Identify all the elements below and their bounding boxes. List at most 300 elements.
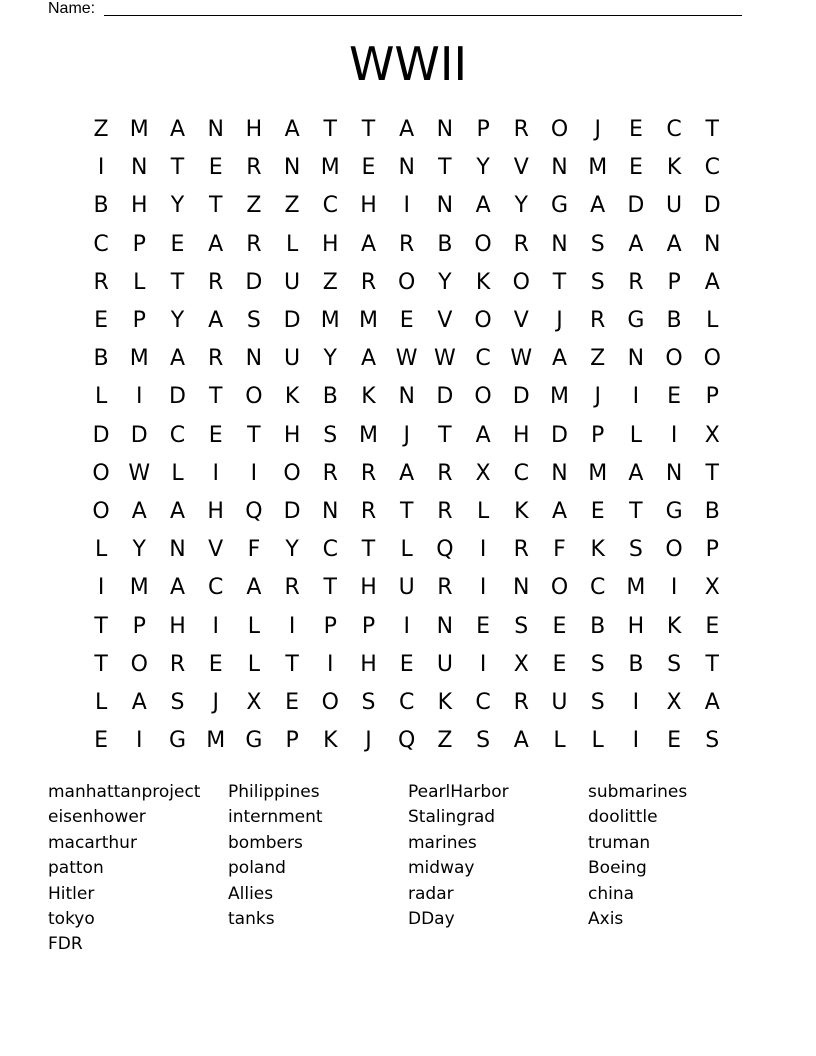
grid-letter: L	[171, 460, 184, 486]
grid-letter: O	[703, 346, 721, 372]
grid-letter: M	[129, 346, 149, 372]
grid-letter: H	[245, 117, 263, 142]
grid-letter: M	[320, 308, 340, 333]
grid-letter: S	[705, 728, 720, 754]
word-list-item: eisenhower	[48, 807, 146, 828]
grid-letter: A	[475, 193, 491, 219]
grid-letter: C	[169, 422, 186, 448]
grid-letter: H	[627, 613, 645, 639]
grid-letter: U	[398, 575, 415, 601]
grid-letter: P	[361, 613, 376, 639]
grid-letter: X	[666, 690, 682, 715]
grid-letter: N	[551, 155, 568, 181]
grid-letter: T	[629, 499, 643, 524]
grid-letter: B	[628, 651, 644, 677]
word-list-item: truman	[588, 832, 651, 853]
grid-letter: M	[549, 384, 569, 410]
word-list-item: midway	[408, 858, 475, 879]
grid-letter: C	[322, 193, 338, 219]
grid-letter: T	[552, 269, 567, 295]
grid-letter: I	[212, 613, 219, 639]
grid-letter: B	[93, 193, 109, 219]
grid-letter: R	[169, 651, 186, 677]
grid-letter: B	[704, 499, 720, 524]
grid-letter: M	[626, 575, 646, 601]
grid-letter: T	[361, 117, 376, 142]
grid-letter: V	[437, 308, 453, 333]
grid-letter: M	[206, 728, 226, 754]
grid-letter: N	[551, 231, 568, 257]
grid-letter: R	[590, 308, 606, 333]
grid-letter: I	[479, 651, 487, 677]
grid-letter: K	[323, 728, 338, 754]
grid-letter: I	[97, 575, 105, 601]
grid-letter: E	[705, 613, 720, 639]
grid-letter: I	[250, 460, 258, 486]
grid-letter: I	[670, 575, 678, 601]
grid-letter: A	[475, 422, 491, 448]
grid-letter: I	[403, 193, 410, 219]
grid-letter: A	[666, 231, 682, 257]
grid-letter: R	[246, 155, 262, 181]
grid-letter: S	[590, 269, 605, 295]
grid-letter: H	[322, 231, 339, 257]
grid-letter: M	[129, 117, 149, 142]
grid-letter: F	[247, 537, 261, 563]
grid-letter: H	[513, 422, 530, 448]
grid-letter: S	[361, 690, 376, 715]
grid-letter: Q	[245, 499, 263, 524]
grid-letter: E	[170, 231, 185, 257]
grid-letter: F	[553, 537, 566, 563]
grid-letter: O	[92, 460, 110, 486]
letter-grid	[82, 111, 732, 761]
grid-letter: C	[93, 231, 109, 257]
grid-letter: G	[168, 728, 187, 754]
grid-letter: S	[514, 613, 529, 639]
grid-letter: U	[666, 193, 683, 219]
grid-letter: R	[513, 231, 529, 257]
grid-letter: T	[705, 117, 719, 142]
grid-letter: G	[627, 308, 645, 333]
grid-letter: E	[94, 308, 109, 333]
grid-letter: H	[283, 422, 301, 448]
grid-letter: U	[436, 651, 453, 677]
grid-letter: Z	[437, 728, 453, 754]
grid-letter: W	[128, 460, 151, 486]
grid-letter: N	[551, 460, 568, 486]
grid-letter: H	[360, 651, 377, 677]
grid-letter: A	[513, 728, 529, 754]
grid-letter: O	[130, 651, 148, 677]
grid-letter: O	[512, 269, 530, 295]
grid-letter: A	[704, 269, 720, 295]
grid-letter: E	[628, 117, 643, 142]
grid-letter: I	[136, 728, 143, 754]
grid-letter: O	[398, 269, 416, 295]
grid-letter: U	[284, 346, 301, 372]
grid-letter: J	[212, 690, 219, 715]
grid-letter: G	[550, 193, 569, 219]
grid-letter: E	[552, 613, 567, 639]
grid-letter: Z	[590, 346, 606, 372]
grid-letter: A	[704, 690, 720, 715]
grid-letter: C	[513, 460, 529, 486]
word-list-item: Boeing	[588, 858, 647, 879]
grid-letter: A	[169, 117, 186, 142]
grid-letter: V	[208, 537, 224, 563]
grid-letter: C	[322, 537, 338, 563]
grid-letter: A	[169, 499, 186, 524]
word-list-item: Stalingrad	[408, 807, 496, 828]
grid-letter: T	[170, 155, 185, 181]
grid-letter: E	[399, 308, 414, 333]
grid-letter: N	[627, 346, 645, 372]
grid-letter: O	[474, 308, 492, 333]
grid-letter: D	[551, 422, 568, 448]
grid-letter: K	[284, 384, 300, 410]
grid-letter: N	[322, 499, 339, 524]
grid-letter: S	[476, 728, 491, 754]
grid-letter: R	[513, 537, 529, 563]
grid-letter: Y	[514, 193, 528, 219]
word-list-item: patton	[48, 858, 104, 879]
grid-letter: D	[130, 422, 148, 448]
grid-letter: E	[285, 690, 300, 715]
grid-letter: K	[666, 155, 682, 181]
grid-letter: T	[208, 384, 223, 410]
grid-letter: E	[208, 651, 223, 677]
grid-letter: H	[169, 613, 186, 639]
grid-letter: E	[667, 384, 682, 410]
grid-letter: M	[358, 422, 378, 448]
grid-letter: Y	[323, 346, 337, 372]
grid-letter: P	[705, 384, 719, 410]
grid-letter: A	[131, 690, 147, 715]
grid-letter: Y	[170, 193, 185, 219]
grid-letter: T	[170, 269, 185, 295]
grid-letter: A	[246, 575, 262, 601]
name-underline	[104, 15, 742, 16]
grid-letter: L	[591, 728, 604, 754]
grid-letter: B	[437, 231, 453, 257]
grid-letter: C	[208, 575, 224, 601]
word-list-item: Hitler	[48, 883, 95, 904]
grid-letter: Z	[246, 193, 262, 219]
grid-letter: N	[436, 117, 454, 142]
grid-letter: C	[666, 117, 682, 142]
grid-letter: A	[590, 193, 606, 219]
grid-letter: L	[94, 384, 108, 410]
grid-letter: R	[437, 499, 453, 524]
grid-letter: R	[208, 269, 224, 295]
word-list-item: poland	[228, 858, 286, 879]
grid-letter: S	[590, 690, 605, 715]
grid-letter: J	[365, 728, 372, 754]
grid-letter: G	[245, 728, 263, 754]
grid-letter: N	[704, 231, 721, 257]
grid-letter: T	[705, 460, 719, 486]
grid-letter: R	[284, 575, 300, 601]
grid-letter: K	[514, 499, 529, 524]
grid-letter: M	[588, 460, 608, 486]
grid-letter: A	[360, 346, 377, 372]
grid-letter: A	[208, 231, 224, 257]
grid-letter: P	[132, 613, 146, 639]
grid-letter: I	[632, 728, 640, 754]
grid-letter: C	[475, 346, 491, 372]
grid-letter: S	[590, 231, 605, 257]
grid-letter: O	[550, 117, 569, 142]
grid-letter: L	[94, 537, 108, 563]
word-list-item: radar	[408, 883, 454, 904]
grid-letter: L	[247, 651, 261, 677]
grid-letter: L	[629, 422, 643, 448]
grid-letter: A	[551, 499, 568, 524]
grid-letter: C	[704, 155, 720, 181]
grid-letter: N	[207, 117, 224, 142]
grid-letter: I	[288, 613, 296, 639]
grid-letter: D	[283, 308, 301, 333]
grid-letter: L	[400, 537, 413, 563]
grid-letter: A	[551, 346, 568, 372]
grid-letter: K	[590, 537, 605, 563]
grid-letter: E	[399, 651, 414, 677]
grid-letter: R	[360, 460, 377, 486]
grid-letter: P	[591, 422, 605, 448]
name-label: Name:	[48, 0, 96, 17]
grid-letter: O	[92, 499, 110, 524]
grid-letter: I	[632, 690, 640, 715]
grid-letter: I	[670, 422, 678, 448]
word-list-item: doolittle	[588, 807, 658, 828]
grid-letter: L	[133, 269, 146, 295]
grid-letter: E	[476, 613, 491, 639]
word-list-item: submarines	[588, 782, 688, 802]
grid-letter: A	[360, 231, 377, 257]
grid-letter: Z	[93, 117, 109, 142]
grid-letter: T	[323, 575, 337, 601]
grid-letter: H	[131, 193, 148, 219]
grid-letter: D	[627, 193, 645, 219]
grid-letter: X	[704, 575, 720, 601]
grid-letter: K	[361, 384, 376, 410]
grid-letter: N	[436, 613, 454, 639]
grid-letter: T	[361, 537, 376, 563]
grid-letter: E	[94, 728, 109, 754]
grid-letter: T	[399, 499, 414, 524]
grid-letter: A	[628, 231, 644, 257]
grid-letter: I	[479, 537, 487, 563]
grid-letter: W	[510, 346, 533, 372]
grid-letter: N	[665, 460, 683, 486]
grid-letter: D	[245, 269, 263, 295]
word-list-item: manhattanproject	[48, 782, 201, 802]
word-list-item: PearlHarbor	[408, 782, 509, 802]
grid-letter: D	[169, 384, 186, 410]
grid-letter: N	[283, 155, 301, 181]
grid-letter: S	[170, 690, 185, 715]
grid-letter: J	[403, 422, 410, 448]
grid-letter: V	[513, 308, 529, 333]
grid-letter: N	[436, 193, 454, 219]
grid-letter: H	[360, 575, 377, 601]
word-list-item: FDR	[48, 934, 83, 955]
grid-letter: R	[513, 117, 529, 142]
grid-letter: K	[437, 690, 453, 715]
grid-letter: T	[208, 193, 223, 219]
word-list-item: marines	[408, 832, 477, 853]
word-list	[48, 780, 768, 960]
grid-letter: A	[131, 499, 147, 524]
grid-letter: S	[667, 651, 682, 677]
grid-letter: J	[556, 308, 563, 333]
grid-letter: T	[94, 613, 108, 639]
grid-letter: I	[212, 460, 219, 486]
grid-letter: D	[436, 384, 454, 410]
grid-letter: E	[667, 728, 682, 754]
grid-letter: D	[512, 384, 530, 410]
grid-letter: B	[322, 384, 338, 410]
puzzle-title: WWII	[348, 37, 468, 91]
grid-letter: T	[438, 422, 452, 448]
grid-letter: R	[399, 231, 415, 257]
grid-letter: X	[475, 460, 491, 486]
grid-letter: N	[398, 155, 415, 181]
grid-letter: J	[594, 117, 601, 142]
grid-letter: W	[434, 346, 456, 372]
grid-letter: L	[94, 690, 108, 715]
word-list-item: Allies	[228, 883, 274, 904]
word-list-item: DDay	[408, 909, 455, 929]
grid-letter: P	[705, 537, 719, 563]
grid-letter: A	[628, 460, 644, 486]
grid-letter: K	[475, 269, 491, 295]
grid-letter: C	[590, 575, 606, 601]
grid-letter: M	[588, 155, 608, 181]
grid-letter: W	[395, 346, 418, 372]
grid-letter: E	[208, 155, 223, 181]
grid-letter: B	[666, 308, 682, 333]
grid-letter: A	[169, 346, 186, 372]
grid-letter: O	[283, 460, 301, 486]
grid-letter: H	[207, 499, 224, 524]
grid-letter: J	[594, 384, 601, 410]
grid-letter: O	[474, 231, 492, 257]
grid-letter: I	[632, 384, 640, 410]
grid-letter: L	[247, 613, 261, 639]
grid-letter: N	[245, 346, 263, 372]
grid-letter: O	[245, 384, 263, 410]
grid-letter: S	[590, 651, 605, 677]
grid-letter: O	[550, 575, 569, 601]
grid-letter: A	[399, 460, 415, 486]
grid-letter: R	[93, 269, 109, 295]
grid-letter: Y	[170, 308, 185, 333]
grid-letter: P	[323, 613, 337, 639]
word-list-item: bombers	[228, 832, 303, 853]
grid-letter: H	[360, 193, 377, 219]
grid-letter: P	[476, 117, 490, 142]
word-list-item: china	[588, 883, 635, 904]
grid-letter: Z	[322, 269, 338, 295]
word-list-item: tanks	[228, 909, 275, 929]
grid-letter: S	[628, 537, 643, 563]
grid-letter: B	[590, 613, 606, 639]
grid-letter: L	[285, 231, 299, 257]
grid-letter: E	[552, 651, 567, 677]
grid-letter: I	[136, 384, 143, 410]
grid-letter: S	[323, 422, 338, 448]
grid-letter: P	[285, 728, 299, 754]
grid-letter: S	[246, 308, 261, 333]
word-list-item: Philippines	[228, 782, 320, 802]
grid-letter: M	[320, 155, 340, 181]
grid-letter: O	[665, 537, 683, 563]
word-list-item: internment	[228, 807, 323, 828]
grid-letter: N	[513, 575, 530, 601]
grid-letter: N	[131, 155, 148, 181]
grid-letter: M	[129, 575, 149, 601]
grid-letter: T	[705, 651, 719, 677]
grid-letter: Q	[398, 728, 416, 754]
grid-letter: I	[327, 651, 334, 677]
grid-letter: O	[321, 690, 339, 715]
grid-letter: R	[513, 690, 529, 715]
grid-letter: I	[479, 575, 487, 601]
grid-letter: Y	[438, 269, 452, 295]
grid-letter: P	[132, 231, 146, 257]
grid-letter: L	[476, 499, 490, 524]
word-list-item: macarthur	[48, 832, 137, 853]
grid-letter: E	[208, 422, 223, 448]
grid-letter: R	[208, 346, 224, 372]
grid-letter: M	[358, 308, 378, 333]
grid-letter: R	[437, 460, 453, 486]
grid-letter: K	[666, 613, 682, 639]
grid-letter: R	[360, 269, 377, 295]
grid-letter: R	[628, 269, 644, 295]
grid-letter: A	[169, 575, 186, 601]
grid-letter: C	[399, 690, 415, 715]
grid-letter: L	[553, 728, 566, 754]
grid-letter: U	[284, 269, 301, 295]
grid-letter: N	[169, 537, 186, 563]
grid-letter: Y	[132, 537, 146, 563]
grid-letter: C	[475, 690, 491, 715]
grid-letter: O	[665, 346, 683, 372]
grid-letter: T	[285, 651, 299, 677]
grid-letter: V	[513, 155, 529, 181]
grid-letter: G	[665, 499, 683, 524]
grid-letter: A	[399, 117, 415, 142]
grid-letter: Y	[285, 537, 299, 563]
grid-letter: A	[208, 308, 224, 333]
grid-letter: E	[590, 499, 605, 524]
grid-letter: P	[132, 308, 146, 333]
grid-letter: A	[284, 117, 300, 142]
grid-letter: X	[513, 651, 529, 677]
grid-letter: I	[403, 613, 410, 639]
grid-letter: P	[667, 269, 681, 295]
grid-letter: X	[246, 690, 262, 715]
grid-letter: T	[94, 651, 108, 677]
grid-letter: U	[551, 690, 568, 715]
word-list-item: Axis	[588, 909, 624, 929]
grid-letter: D	[92, 422, 110, 448]
word-list-item: tokyo	[48, 909, 95, 929]
grid-letter: Y	[476, 155, 490, 181]
